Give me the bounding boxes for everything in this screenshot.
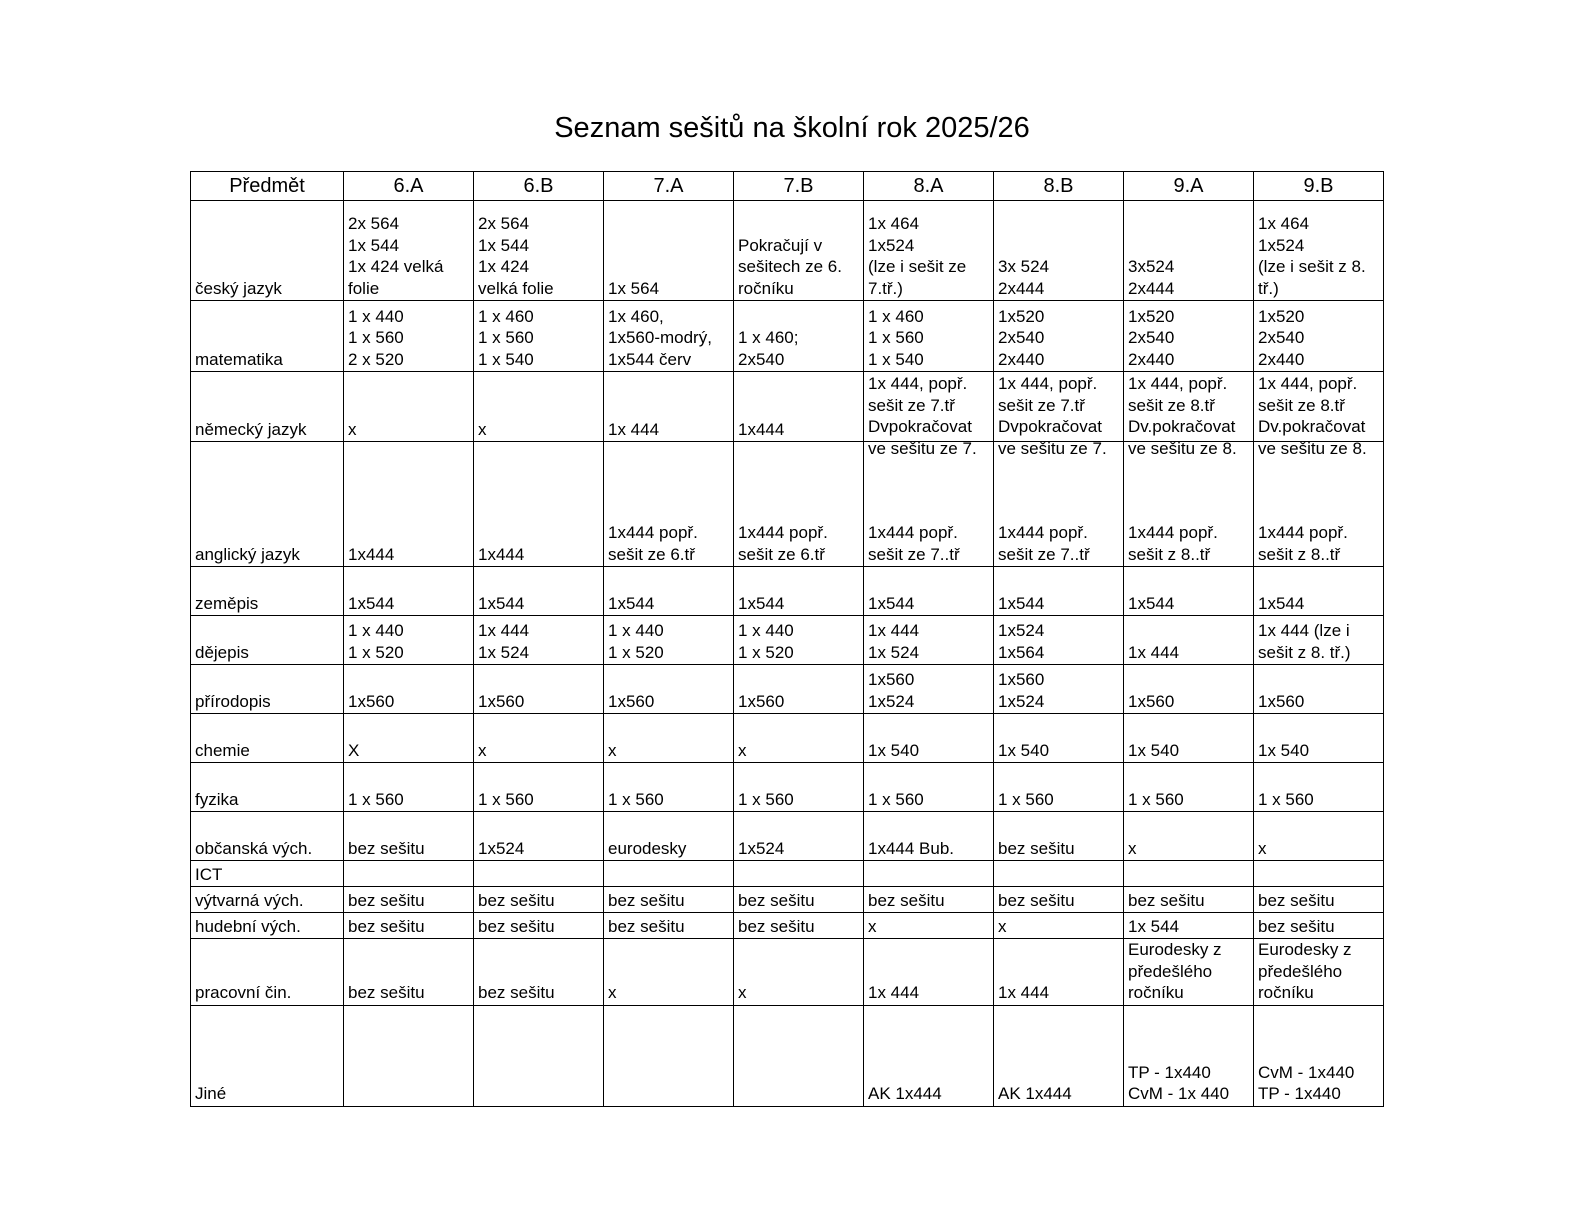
cell-text: 1x544 xyxy=(1258,593,1305,613)
cell-text: x xyxy=(738,740,747,760)
subject-cell xyxy=(191,442,344,567)
cell-text: x xyxy=(868,916,877,936)
cell-text: 1x560 xyxy=(1258,691,1305,711)
cell-text: bez sešitu xyxy=(1258,916,1335,936)
cell-text: 1x560 xyxy=(738,691,785,711)
cell-text: 1x544 xyxy=(478,593,525,613)
cell-text: 2x 564 1x 544 1x 424 velká folie xyxy=(348,214,444,298)
table-cell xyxy=(344,812,474,861)
table-cell xyxy=(1254,616,1384,665)
table-cell xyxy=(994,913,1124,939)
cell-text: 1x 540 xyxy=(1128,740,1180,760)
cell-text: x xyxy=(1258,838,1267,858)
subject-label: Jiné xyxy=(195,1084,227,1103)
cell-text: AK 1x444 xyxy=(868,1084,942,1103)
table-cell xyxy=(474,714,604,763)
subject-label: výtvarná vých. xyxy=(195,890,304,910)
cell-text: 1x 444 1x 524 xyxy=(478,621,530,662)
table-cell xyxy=(344,763,474,812)
table-cell xyxy=(1254,1005,1384,1106)
cell-text: 1x560 xyxy=(608,691,655,711)
subject-cell xyxy=(191,665,344,714)
cell-text: 1 x 440 1 x 520 xyxy=(738,621,794,662)
table-row xyxy=(191,714,1384,763)
table-row xyxy=(191,812,1384,861)
cell-text: x xyxy=(738,983,747,1002)
subject-cell xyxy=(191,939,344,1006)
cell-text: 1x520 2x540 2x440 xyxy=(1258,306,1305,369)
table-cell xyxy=(604,442,734,567)
table-cell xyxy=(1124,861,1254,887)
table-cell xyxy=(1124,665,1254,714)
subject-cell xyxy=(191,763,344,812)
cell-text: 1 x 560 xyxy=(738,789,794,809)
cell-text: x xyxy=(608,983,617,1002)
cell-text: 1x 444 1x 524 xyxy=(868,621,920,662)
cell-text: x xyxy=(348,419,357,439)
table-cell xyxy=(1254,442,1384,567)
table-cell xyxy=(1254,372,1384,458)
cell-text: eurodesky xyxy=(608,838,687,858)
table-cell xyxy=(604,567,734,616)
table-row xyxy=(191,665,1384,714)
cell-text: 1x 544 xyxy=(1128,916,1180,936)
table-cell xyxy=(604,616,734,665)
table-cell xyxy=(604,812,734,861)
subject-label: přírodopis xyxy=(195,691,271,711)
table-cell xyxy=(474,887,604,913)
cell-text: x xyxy=(478,740,487,760)
cell-text: 1 x 560 xyxy=(868,789,924,809)
table-row xyxy=(191,442,1384,567)
table-cell xyxy=(474,861,604,887)
cell-text: 3x524 2x444 xyxy=(1128,257,1175,298)
cell-text: 1x444 popř. sešit z 8..tř xyxy=(1128,523,1218,564)
table-cell xyxy=(994,301,1124,372)
table-cell xyxy=(474,201,604,301)
column-header-class: 9.B xyxy=(1254,172,1384,201)
cell-text: bez sešitu xyxy=(348,916,425,936)
cell-text: bez sešitu xyxy=(348,890,425,910)
table-cell xyxy=(734,812,864,861)
cell-text: 1 x 560 xyxy=(478,789,534,809)
table-cell xyxy=(864,887,994,913)
table-cell xyxy=(994,372,1124,458)
column-header-class: 8.A xyxy=(864,172,994,201)
table-cell xyxy=(604,861,734,887)
table-row xyxy=(191,763,1384,812)
cell-text: 1x544 xyxy=(608,593,655,613)
table-cell xyxy=(734,913,864,939)
table-cell xyxy=(1124,1005,1254,1106)
cell-text: 1x444 popř. sešit ze 6.tř xyxy=(608,523,698,564)
table-cell xyxy=(864,812,994,861)
column-header-class: 7.B xyxy=(734,172,864,201)
subject-cell xyxy=(191,372,344,442)
table-cell xyxy=(994,861,1124,887)
table-cell xyxy=(344,665,474,714)
notebook-list-table xyxy=(190,171,1384,1107)
cell-text: 1x 460, 1x560-modrý, 1x544 červ xyxy=(608,306,712,369)
table-cell xyxy=(994,665,1124,714)
subject-label: německý jazyk xyxy=(195,419,307,439)
table-cell xyxy=(864,861,994,887)
cell-text: bez sešitu xyxy=(738,890,815,910)
table-cell xyxy=(1124,616,1254,665)
table-cell xyxy=(474,939,604,1006)
table-cell xyxy=(734,714,864,763)
table-cell xyxy=(344,861,474,887)
subject-label: anglický jazyk xyxy=(195,544,300,564)
subject-label: český jazyk xyxy=(195,278,282,298)
table-cell xyxy=(344,567,474,616)
cell-text: 1x544 xyxy=(738,593,785,613)
cell-text: 1x524 xyxy=(738,838,785,858)
subject-cell xyxy=(191,887,344,913)
cell-text: 1x544 xyxy=(1128,593,1175,613)
cell-text: 1x 444, popř. sešit ze 8.tř Dv.pokračovat ve sešitu ze 8. xyxy=(1258,374,1367,458)
table-cell xyxy=(604,887,734,913)
table-row xyxy=(191,913,1384,939)
cell-text: 1x 444 xyxy=(1128,642,1180,662)
table-cell xyxy=(344,442,474,567)
table-cell xyxy=(994,567,1124,616)
column-header-class: 9.A xyxy=(1124,172,1254,201)
cell-text: 1 x 560 xyxy=(998,789,1054,809)
table-header-row xyxy=(191,172,1384,201)
cell-text: 1x 444, popř. sešit ze 7.tř Dvpokračovat ve sešitu ze 7. xyxy=(868,374,977,458)
cell-text: 1x544 xyxy=(868,593,915,613)
table-cell xyxy=(734,665,864,714)
table-cell xyxy=(344,372,474,442)
table-row xyxy=(191,201,1384,301)
table-cell xyxy=(864,763,994,812)
table-cell xyxy=(1254,201,1384,301)
subject-label: občanská vých. xyxy=(195,838,313,858)
table-cell xyxy=(1124,372,1254,458)
subject-cell xyxy=(191,567,344,616)
table-cell xyxy=(1254,567,1384,616)
table-cell xyxy=(864,301,994,372)
cell-text: 1x444 xyxy=(348,544,395,564)
table-cell xyxy=(604,372,734,442)
cell-text: 1x444 xyxy=(738,419,785,439)
column-header-class: 8.B xyxy=(994,172,1124,201)
cell-text: 1x524 1x564 xyxy=(998,621,1045,662)
subject-cell xyxy=(191,301,344,372)
cell-text: bez sešitu xyxy=(478,916,555,936)
table-cell xyxy=(864,665,994,714)
subject-label: ICT xyxy=(195,864,223,884)
table-cell xyxy=(734,616,864,665)
cell-text: x xyxy=(998,916,1007,936)
cell-text: 1x 540 xyxy=(998,740,1050,760)
cell-text: x xyxy=(478,419,487,439)
cell-text: 1x560 1x524 xyxy=(868,670,915,711)
table-cell xyxy=(864,1005,994,1106)
cell-text: x xyxy=(1128,838,1137,858)
table-cell xyxy=(1254,887,1384,913)
cell-text: bez sešitu xyxy=(1128,890,1205,910)
cell-text: 1 x 460; 2x540 xyxy=(738,328,799,369)
table-cell xyxy=(734,939,864,1006)
cell-text: 1x524 xyxy=(478,838,525,858)
cell-text: bez sešitu xyxy=(1258,890,1335,910)
cell-text: Eurodesky z předešlého ročníku xyxy=(1258,940,1352,1002)
table-row xyxy=(191,616,1384,665)
cell-text: 1x 444 xyxy=(608,419,660,439)
table-cell xyxy=(734,201,864,301)
cell-text: 1 x 460 1 x 560 1 x 540 xyxy=(478,306,534,369)
cell-text: Eurodesky z předešlého ročníku xyxy=(1128,940,1222,1002)
table-cell xyxy=(604,913,734,939)
table-cell xyxy=(1254,763,1384,812)
table-cell xyxy=(864,567,994,616)
cell-text: 1x560 xyxy=(348,691,395,711)
table-cell xyxy=(604,939,734,1006)
table-cell xyxy=(1124,201,1254,301)
cell-text: bez sešitu xyxy=(478,890,555,910)
table-cell xyxy=(604,1005,734,1106)
table-cell xyxy=(474,763,604,812)
table-cell xyxy=(1124,887,1254,913)
table-cell xyxy=(994,763,1124,812)
table-cell xyxy=(604,665,734,714)
table-cell xyxy=(344,939,474,1006)
subject-label: dějepis xyxy=(195,642,249,662)
table-cell xyxy=(1254,812,1384,861)
cell-text: 1x444 popř. sešit ze 7..tř xyxy=(868,523,960,564)
cell-text: 1 x 440 1 x 520 xyxy=(608,621,664,662)
table-cell xyxy=(994,714,1124,763)
table-cell xyxy=(474,665,604,714)
subject-cell xyxy=(191,1005,344,1106)
table-cell xyxy=(344,201,474,301)
table-cell xyxy=(864,442,994,567)
cell-text: 1x 464 1x524 (lze i sešit z 8. tř.) xyxy=(1258,214,1366,298)
table-cell xyxy=(474,442,604,567)
cell-text: 1x520 2x540 2x440 xyxy=(1128,306,1175,369)
subject-cell xyxy=(191,201,344,301)
table-cell xyxy=(734,1005,864,1106)
table-cell xyxy=(344,913,474,939)
cell-text: 1x444 xyxy=(478,544,525,564)
table-cell xyxy=(994,442,1124,567)
cell-text: 1x444 popř. sešit z 8..tř xyxy=(1258,523,1348,564)
cell-text: 1 x 460 1 x 560 1 x 540 xyxy=(868,306,924,369)
table-row xyxy=(191,372,1384,442)
table-cell xyxy=(1124,939,1254,1006)
table-cell xyxy=(1124,442,1254,567)
cell-text: 1x 540 xyxy=(868,740,920,760)
table-cell xyxy=(864,616,994,665)
table-cell xyxy=(344,616,474,665)
cell-text: 1 x 560 xyxy=(608,789,664,809)
table-cell xyxy=(604,301,734,372)
table-cell xyxy=(1124,567,1254,616)
table-cell xyxy=(734,861,864,887)
table-cell xyxy=(734,372,864,442)
cell-text: bez sešitu xyxy=(478,983,555,1002)
table-cell xyxy=(1254,939,1384,1006)
table-cell xyxy=(1124,812,1254,861)
cell-text: TP - 1x440 CvM - 1x 440 xyxy=(1128,1062,1230,1103)
table-cell xyxy=(864,939,994,1006)
cell-text: 1 x 560 xyxy=(348,789,404,809)
cell-text: Pokračují v sešitech ze 6. ročníku xyxy=(738,235,842,298)
table-row xyxy=(191,567,1384,616)
cell-text: 2x 564 1x 544 1x 424 velká folie xyxy=(478,214,554,298)
cell-text: 1x544 xyxy=(998,593,1045,613)
subject-cell xyxy=(191,616,344,665)
table-cell xyxy=(604,714,734,763)
cell-text: 1x 464 1x524 (lze i sešit ze 7.tř.) xyxy=(868,214,967,298)
table-cell xyxy=(734,567,864,616)
column-header-class: 6.B xyxy=(474,172,604,201)
subject-cell xyxy=(191,861,344,887)
cell-text: bez sešitu xyxy=(998,838,1075,858)
cell-text: bez sešitu xyxy=(868,890,945,910)
cell-text: bez sešitu xyxy=(738,916,815,936)
table-cell xyxy=(1124,301,1254,372)
subject-cell xyxy=(191,714,344,763)
cell-text: bez sešitu xyxy=(608,890,685,910)
table-cell xyxy=(864,201,994,301)
cell-text: bez sešitu xyxy=(608,916,685,936)
table-cell xyxy=(474,812,604,861)
table-cell xyxy=(344,301,474,372)
subject-cell xyxy=(191,913,344,939)
table-cell xyxy=(1124,714,1254,763)
table-cell xyxy=(604,763,734,812)
page-title: Seznam sešitů na školní rok 2025/26 xyxy=(554,112,1030,144)
cell-text: 1x 540 xyxy=(1258,740,1310,760)
table-row xyxy=(191,939,1384,1006)
table-row xyxy=(191,887,1384,913)
table-cell xyxy=(864,714,994,763)
table-cell xyxy=(1124,913,1254,939)
table-cell xyxy=(734,442,864,567)
cell-text: 1 x 440 1 x 560 2 x 520 xyxy=(348,306,404,369)
cell-text: 1x 444 xyxy=(868,983,920,1002)
table-cell xyxy=(864,913,994,939)
table-cell xyxy=(1254,665,1384,714)
cell-text: 1x560 xyxy=(478,691,525,711)
column-header-class: 6.A xyxy=(344,172,474,201)
cell-text: 1x444 popř. sešit ze 7..tř xyxy=(998,523,1090,564)
cell-text: 1x 444 (lze i sešit z 8. tř.) xyxy=(1258,621,1351,662)
cell-text: 1x560 xyxy=(1128,691,1175,711)
table-cell xyxy=(474,567,604,616)
table-cell xyxy=(474,301,604,372)
subject-label: pracovní čin. xyxy=(195,983,292,1002)
table-row xyxy=(191,861,1384,887)
cell-text: 1x444 popř. sešit ze 6.tř xyxy=(738,523,828,564)
table-cell xyxy=(994,201,1124,301)
subject-label: zeměpis xyxy=(195,593,259,613)
subject-label: fyzika xyxy=(195,789,239,809)
table-cell xyxy=(994,1005,1124,1106)
subject-label: matematika xyxy=(195,349,283,369)
cell-text: 1x 444, popř. sešit ze 8.tř Dv.pokračovat ve sešitu ze 8. xyxy=(1128,374,1237,458)
cell-text: AK 1x444 xyxy=(998,1084,1072,1103)
table-cell xyxy=(734,887,864,913)
column-header-subject: Předmět xyxy=(191,172,344,201)
cell-text: 1x 444, popř. sešit ze 7.tř Dvpokračovat ve sešitu ze 7. xyxy=(998,374,1107,458)
table-cell xyxy=(344,714,474,763)
cell-text: X xyxy=(348,740,360,760)
table-cell xyxy=(1254,913,1384,939)
table-cell xyxy=(1254,861,1384,887)
table-cell xyxy=(734,301,864,372)
cell-text: bez sešitu xyxy=(998,890,1075,910)
table-row xyxy=(191,301,1384,372)
cell-text: 1 x 560 xyxy=(1128,789,1184,809)
table-cell xyxy=(864,372,994,458)
cell-text: 1x 564 xyxy=(608,278,660,298)
table-cell xyxy=(994,616,1124,665)
cell-text: 1x520 2x540 2x440 xyxy=(998,306,1045,369)
subject-label: chemie xyxy=(195,740,250,760)
table-cell xyxy=(344,887,474,913)
column-header-class: 7.A xyxy=(604,172,734,201)
cell-text: 1x444 Bub. xyxy=(868,838,955,858)
table-cell xyxy=(1124,763,1254,812)
table-cell xyxy=(994,812,1124,861)
table-cell xyxy=(994,939,1124,1006)
table-cell xyxy=(474,913,604,939)
table-row xyxy=(191,1005,1384,1106)
table-cell xyxy=(474,616,604,665)
cell-text: bez sešitu xyxy=(348,838,425,858)
cell-text: x xyxy=(608,740,617,760)
cell-text: 1x544 xyxy=(348,593,395,613)
subject-cell xyxy=(191,812,344,861)
cell-text: 1 x 560 xyxy=(1258,789,1314,809)
table-cell xyxy=(1254,714,1384,763)
cell-text: 1 x 440 1 x 520 xyxy=(348,621,404,662)
table-cell xyxy=(344,1005,474,1106)
cell-text: bez sešitu xyxy=(348,983,425,1002)
table-cell xyxy=(1254,301,1384,372)
table-cell xyxy=(734,763,864,812)
table-cell xyxy=(474,1005,604,1106)
table-cell xyxy=(994,887,1124,913)
cell-text: CvM - 1x440 TP - 1x440 xyxy=(1258,1062,1355,1103)
cell-text: 1x560 1x524 xyxy=(998,670,1045,711)
subject-label: hudební vých. xyxy=(195,916,301,936)
cell-text: 1x 444 xyxy=(998,983,1050,1002)
table-cell xyxy=(474,372,604,442)
cell-text: 3x 524 2x444 xyxy=(998,257,1050,298)
table-cell xyxy=(604,201,734,301)
